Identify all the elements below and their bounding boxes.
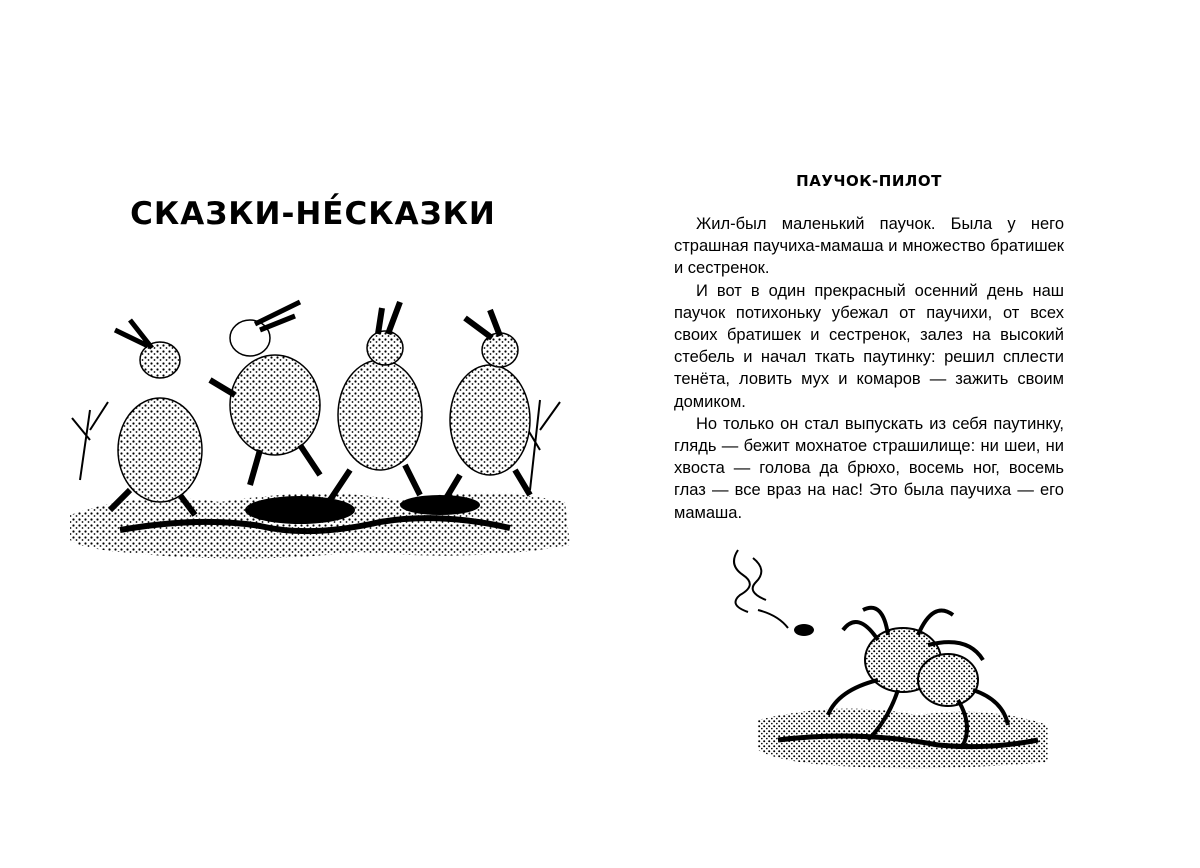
hare-figure <box>330 302 422 500</box>
spider-illustration <box>718 540 1050 770</box>
section-title: СКАЗКИ-НЕ́СКАЗКИ <box>130 196 496 232</box>
hare-figure <box>445 310 530 500</box>
right-page <box>600 0 1200 868</box>
hare-figure <box>210 302 320 485</box>
story-paragraph: Жил-был маленький паучок. Была у него страшная паучиха-мамаша и множество братишек и сестренок. <box>674 215 1064 278</box>
story-paragraph: Но только он стал выпускать из себя паутинку, глядь — бежит мохнатое страшилище: ни шеи, ни хвоста — голова да брюхо, восемь ног, восемь глаз — все враз на нас! Это была паучиха — его мамаша. <box>674 414 1064 522</box>
hare-figure <box>110 320 202 515</box>
dancing-hares-illustration <box>60 290 580 565</box>
story-text <box>674 213 1064 524</box>
story-paragraph: И вот в один прекрасный осенний день наш паучок потихоньку убежал от паучихи, от всех своих братишек и сестренок, залез на высокий стебель и начал ткать паутинку: решил сплести тенёта, ловить мух и комаров — зажить своим домиком. <box>674 281 1064 411</box>
story-title: ПАУЧОК-ПИЛОТ <box>796 172 942 190</box>
